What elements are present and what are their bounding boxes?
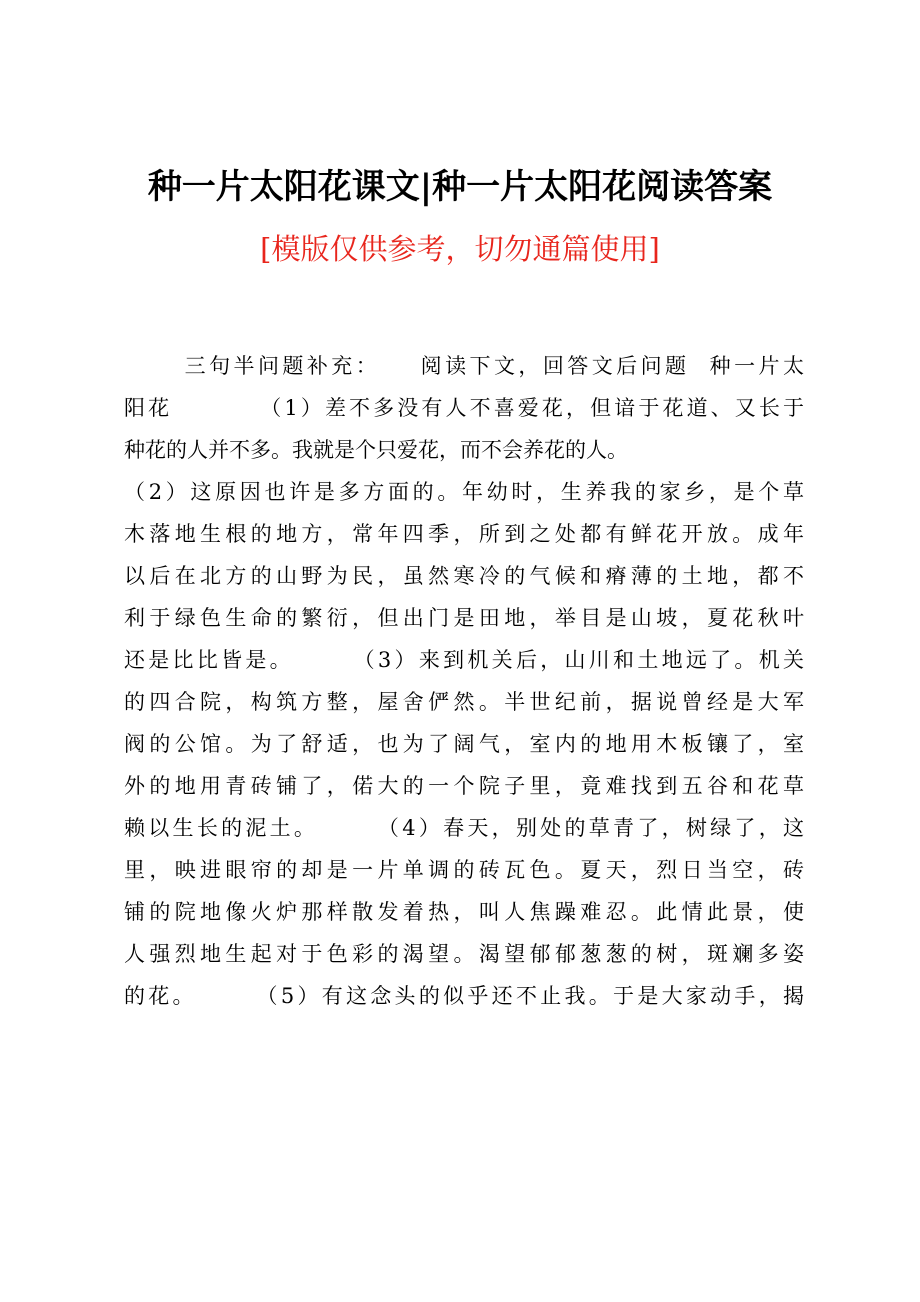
body-line: 以后在北方的山野为民，虽然寒冷的气候和瘠薄的土地，都不	[124, 564, 804, 588]
body-line: 阳花 （1）差不多没有人不喜爱花，但谙于花道、又长于	[124, 396, 804, 420]
body-line: 利于绿色生命的繁衍，但出门是田地，举目是山坡，夏花秋叶	[124, 606, 804, 630]
body-line: 三句半问题补充： 阅读下文，回答文后问题 种一片太	[124, 354, 804, 378]
document-body	[124, 345, 804, 1017]
body-line: 外的地用青砖铺了，偌大的一个院子里，竟难找到五谷和花草	[124, 774, 804, 798]
body-line: 铺的院地像火炉那样散发着热，叫人焦躁难忍。此情此景，使	[124, 900, 804, 924]
body-line: 种花的人并不多。我就是个只爱花，而不会养花的人。	[124, 438, 628, 462]
body-line: 还是比比皆是。 （3）来到机关后，山川和土地远了。机关	[124, 648, 804, 672]
document-subtitle: [模版仅供参考，切勿通篇使用]	[260, 232, 660, 266]
body-line: 赖以生长的泥土。 （4）春天，别处的草青了，树绿了，这	[124, 816, 804, 840]
body-line: 阀的公馆。为了舒适，也为了阔气，室内的地用木板镶了，室	[124, 732, 804, 756]
body-line: 的四合院，构筑方整，屋舍俨然。半世纪前，据说曾经是大军	[124, 690, 804, 714]
body-line: （2）这原因也许是多方面的。年幼时，生养我的家乡，是个草	[124, 480, 804, 504]
body-line: 的花。 （5）有这念头的似乎还不止我。于是大家动手，揭	[124, 984, 804, 1008]
document-title: 种一片太阳花课文|种一片太阳花阅读答案	[147, 167, 773, 207]
body-line: 木落地生根的地方，常年四季，所到之处都有鲜花开放。成年	[124, 522, 804, 546]
body-line: 里，映进眼帘的却是一片单调的砖瓦色。夏天，烈日当空，砖	[124, 858, 804, 882]
body-line: 人强烈地生起对于色彩的渴望。渴望郁郁葱葱的树，斑斓多姿	[124, 942, 804, 966]
